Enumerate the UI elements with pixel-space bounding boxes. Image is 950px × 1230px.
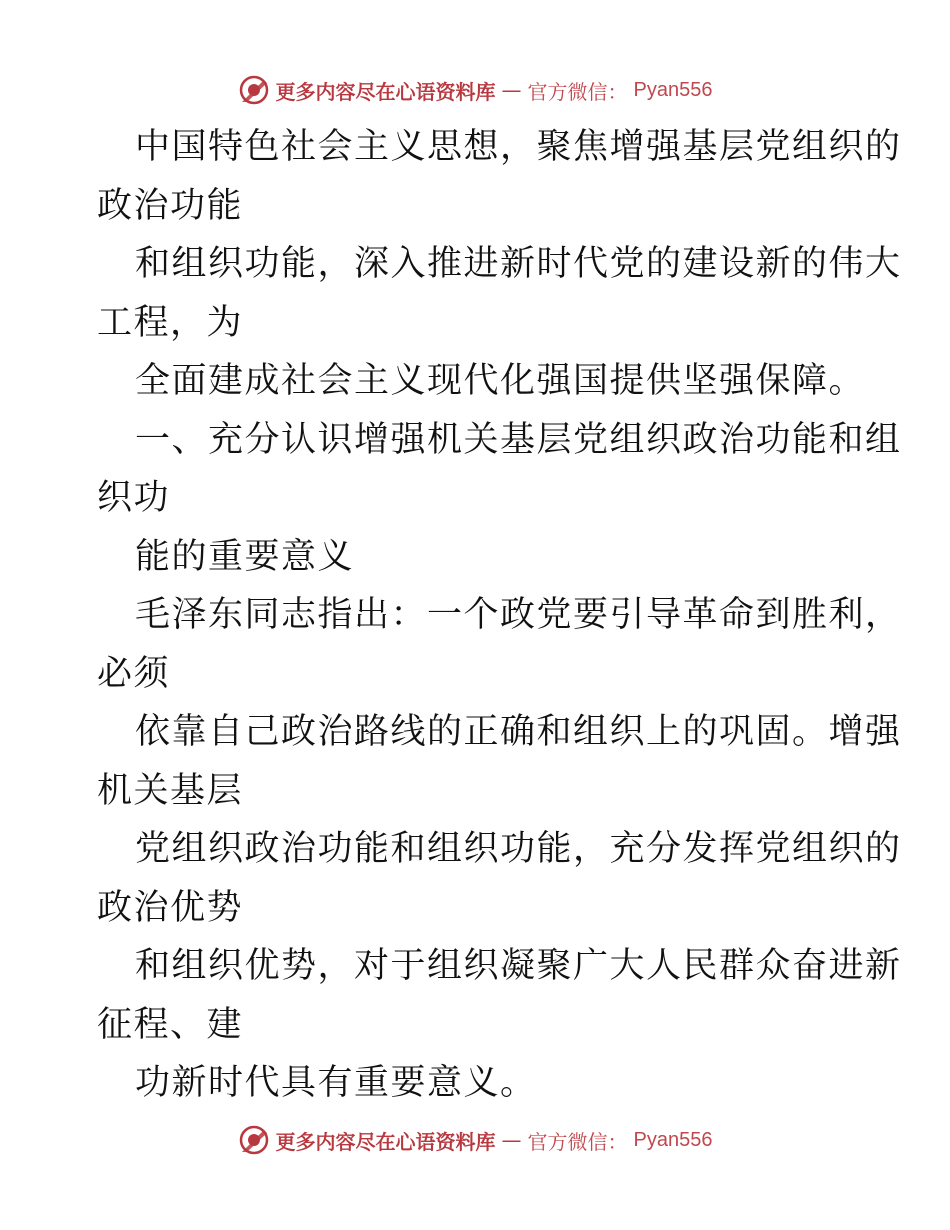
header-separator: — xyxy=(501,78,522,102)
text-line: 全面建成社会主义现代化强国提供坚强保障。 xyxy=(135,361,866,401)
quill-logo-icon xyxy=(238,1124,270,1156)
text-line: 征程、建 xyxy=(97,1004,244,1045)
section-heading-line: 能的重要意义 xyxy=(135,536,355,577)
footer-separator: — xyxy=(501,1128,522,1152)
text-line: 和组织功能，深入推进新时代党的建设新的伟大 xyxy=(135,244,902,284)
document-body xyxy=(97,118,902,1113)
text-line: 工程，为 xyxy=(97,302,244,343)
section-heading-line: 一、充分认识增强机关基层党组织政治功能和组 xyxy=(135,419,902,460)
text-line: 依靠自己政治路线的正确和组织上的巩固。增强 xyxy=(135,712,902,752)
footer-watermark xyxy=(0,1122,950,1158)
footer-brand-text: 更多内容尽在心语资料库 xyxy=(275,1129,496,1154)
text-line: 机关基层 xyxy=(97,770,244,811)
footer-wechat-id: Pyan556 xyxy=(633,1128,713,1151)
text-line: 政治功能 xyxy=(97,185,244,226)
header-wechat-label: 官方微信： xyxy=(527,79,628,104)
header-wechat-id: Pyan556 xyxy=(633,78,713,101)
quill-logo-icon xyxy=(238,74,270,106)
text-line: 政治优势 xyxy=(97,887,244,928)
text-line: 必须 xyxy=(97,653,171,694)
text-line: 功新时代具有重要意义。 xyxy=(135,1063,537,1103)
text-line: 和组织优势，对于组织凝聚广大人民群众奋进新 xyxy=(135,946,902,986)
text-line: 毛泽东同志指出：一个政党要引导革命到胜利， xyxy=(135,595,902,635)
header-brand-text: 更多内容尽在心语资料库 xyxy=(275,79,496,104)
header-watermark xyxy=(0,72,950,108)
text-line: 党组织政治功能和组织功能，充分发挥党组织的 xyxy=(135,829,902,869)
footer-wechat-label: 官方微信： xyxy=(527,1129,628,1154)
text-line: 中国特色社会主义思想，聚焦增强基层党组织的 xyxy=(135,127,902,167)
section-heading-line: 织功 xyxy=(97,478,171,518)
